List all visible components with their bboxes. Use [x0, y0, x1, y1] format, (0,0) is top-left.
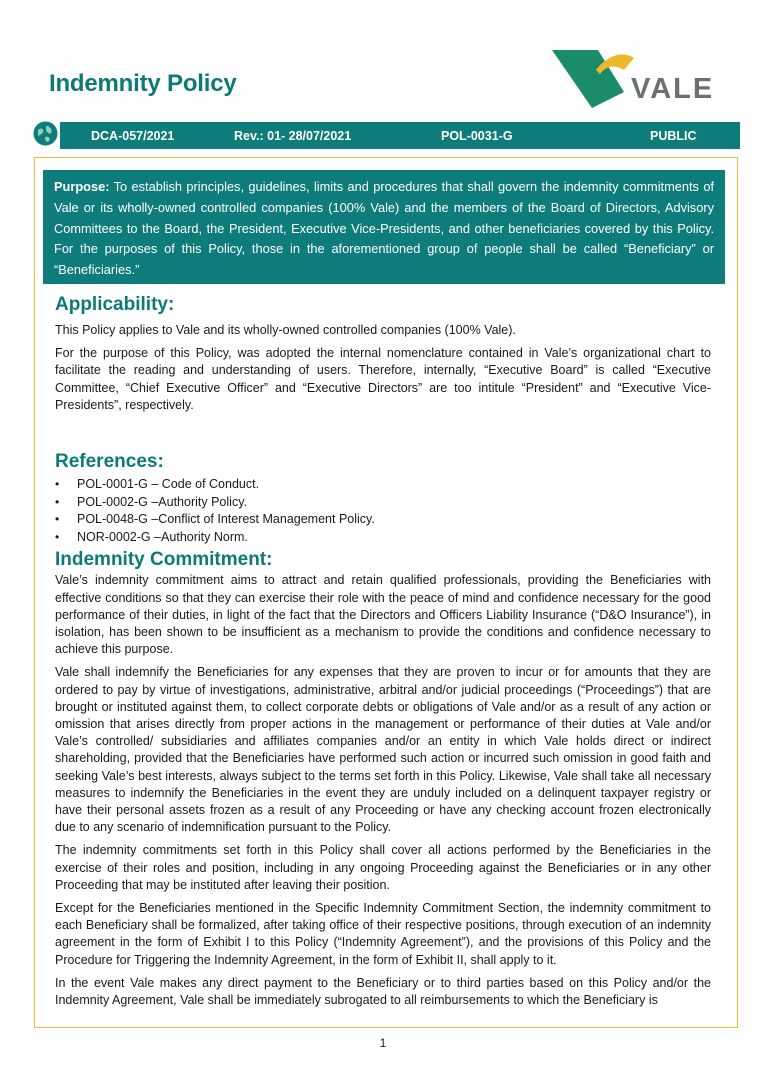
- document-info-bar: [60, 122, 740, 149]
- purpose-box: [43, 170, 725, 284]
- purpose-label: Purpose:: [54, 179, 110, 194]
- purpose-text: To establish principles, guidelines, limits and procedures that shall govern the indemnity commitments of Vale or its wholly-owned controlled companies (100% Vale) and the members of the Board of Directors, Advisory Committees to the Board, the President, Executive Vice-Presidents, and other beneficiaries covered by this Policy. For the purposes of this Policy, those in the aforementioned group of people shall be called “Beneficiary” or “Beneficiaries.”: [54, 179, 714, 278]
- page-number: 1: [379, 1036, 387, 1050]
- reference-item: • POL-0001-G – Code of Conduct.: [55, 476, 711, 494]
- applicability-paragraph-2: For the purpose of this Policy, was adopted the internal nomenclature contained in Vale’s organizational chart to facilitate the reading and understanding of users. Therefore, internally, “Executive Board” is called “Executive Committee, “Chief Executive Officer” and “Executive Directors” are too intitule “President” and “Executive Vice-Presidents”, respectively.: [55, 346, 711, 412]
- references-heading: References:: [55, 451, 164, 473]
- indemnity-heading: Indemnity Commitment:: [55, 549, 273, 571]
- indemnity-paragraph-1: Vale’s indemnity commitment aims to attract and retain qualified professionals, providing the Beneficiaries with effective conditions so that they can exercise their role with the peace of mind and confidence necessary for the good performance of their duties, in light of the fact that the Directors and Officers Liability Insurance (“D&O Insurance”), in isolation, has been shown to be insufficient as a mechanism to provide the conditions and confidence necessary to achieve this purpose.: [55, 573, 711, 657]
- indemnity-paragraph-4: Except for the Beneficiaries mentioned in the Specific Indemnity Commitment Section, the indemnity commitment to each Beneficiary shall be formalized, after taking office of their respective positions, through execution of an indemnity agreement in the form of Exhibit I to this Policy (“Indemnity Agreement”), and the provisions of this Policy and the Procedure for Triggering the Indemnity Agreement, in the form of Exhibit II, shall apply to it.: [55, 901, 711, 967]
- document-code: DCA-057/2021: [91, 129, 175, 143]
- reference-item: • NOR-0002-G –Authority Norm.: [55, 529, 711, 547]
- applicability-paragraph-1: This Policy applies to Vale and its wholly-owned controlled companies (100% Vale).: [55, 323, 516, 337]
- policy-id: POL-0031-G: [441, 129, 513, 143]
- revision-date: Rev.: 01- 28/07/2021: [234, 129, 352, 143]
- indemnity-paragraph-2: Vale shall indemnify the Beneficiaries for any expenses that they are proven to incur or for amounts that they are ordered to pay by virtue of investigations, administrative, arbitral and/or judicial proceedings (“Proceedings”) that are brought or instituted against them, to collect corporate debts or obligations of Vale and/or as a result of any action or omission that arises directly from proper actions in the management or performance of their duties at Vale and/or Vale’s controlled/ subsidiaries and affiliates companies and/or an entity in which Vale holds direct or indirect shareholding, provided that the Beneficiaries have performed such action or incurred such omission in good faith and seeking Vale’s best interests, always subject to the terms set forth in this Policy. Likewise, Vale shall take all necessary measures to indemnify the Beneficiaries in the event they are unduly included on a delinquent taxpayer registry or have their personal assets frozen as a result of any Proceeding or have any checking account frozen electronically due to any scenario of indemnification pursuant to the Policy.: [55, 665, 711, 835]
- logo-wordmark: VALE: [631, 73, 715, 105]
- classification-label: PUBLIC: [650, 129, 697, 143]
- indemnity-paragraph-5: In the event Vale makes any direct payment to the Beneficiary or to third parties based on this Policy and/or the Indemnity Agreement, Vale shall be immediately subrogated to all reimbursements to which the Beneficiary is: [55, 975, 711, 1008]
- applicability-heading: Applicability:: [55, 294, 175, 315]
- reference-item: • POL-0002-G –Authority Policy.: [55, 494, 711, 512]
- page-title: Indemnity Policy: [49, 70, 237, 97]
- indemnity-paragraph-3: The indemnity commitments set forth in this Policy shall cover all actions performed by the Beneficiaries in the exercise of their roles and position, including in any ongoing Proceeding against the Beneficiaries or in any other Proceeding that may be instituted after leaving their position.: [55, 843, 711, 892]
- reference-item: • POL-0048-G –Conflict of Interest Management Policy.: [55, 511, 711, 529]
- references-list: [55, 476, 711, 546]
- globe-icon: [33, 121, 58, 146]
- main-content: [55, 293, 711, 1015]
